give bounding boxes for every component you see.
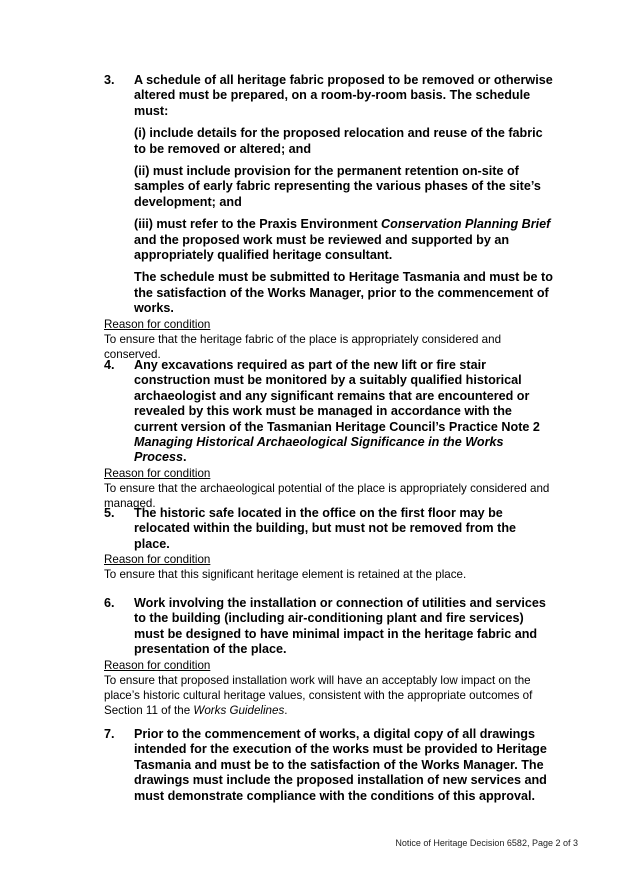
condition-3: [104, 73, 554, 362]
condition-number: 7.: [104, 727, 115, 741]
condition-paragraph: Any excavations required as part of the new lift or fire stair construction must be monitored by a suitably qualified historical archaeologist and any significant remains that are encountered or revealed by this work must be managed in accordance with the current version of the Tasmanian Heritage Council’s Practice Note 2 Managing Historical Archaeological Significance in the Works Process.: [134, 358, 540, 465]
condition-paragraph: (iii) must refer to the Praxis Environment Conservation Planning Brief and the proposed work must be reviewed and supported by an appropriately qualified heritage consultant.: [134, 217, 551, 263]
condition-heading: [104, 506, 554, 552]
condition-paragraph: The historic safe located in the office on the first floor may be relocated within the building, but must not be removed from the place.: [134, 506, 517, 551]
condition-heading: [104, 727, 554, 804]
condition-number: 5.: [104, 506, 115, 520]
reason-text: To ensure that the heritage fabric of the place is appropriately considered and conserved.: [104, 332, 502, 361]
reason-label: Reason for condition: [104, 553, 211, 567]
reason-label: Reason for condition: [104, 466, 211, 480]
condition-text: [134, 506, 554, 552]
document-title: Managing Historical Archaeological Significance in the Works Process: [134, 435, 504, 465]
reason-text: To ensure that this significant heritage element is retained at the place.: [104, 568, 467, 582]
condition-number: 4.: [104, 358, 115, 372]
condition-number: 6.: [104, 596, 115, 610]
document-title: Works Guidelines: [193, 703, 285, 717]
condition-paragraph: The schedule must be submitted to Heritage Tasmania and must be to the satisfaction of the Works Manager, prior to the commencement of works.: [134, 270, 553, 316]
reason-text: To ensure that proposed installation work will have an acceptably low impact on the place’s historic cultural heritage values, consistent with the appropriate outcomes of Section 11 of the Works Guidelines.: [104, 673, 533, 717]
condition-7: [104, 727, 554, 804]
condition-paragraph: (i) include details for the proposed relocation and reuse of the fabric to be removed or altered; and: [134, 126, 543, 156]
document-title: Conservation Planning Brief: [381, 217, 551, 232]
reason-text: To ensure that the archaeological potential of the place is appropriately considered and managed.: [104, 481, 550, 510]
condition-paragraph: (ii) must include provision for the permanent retention on-site of samples of early fabric representing the various phases of the site’s development; and: [134, 164, 541, 209]
condition-heading: [104, 596, 554, 658]
reason-label: Reason for condition: [104, 658, 211, 672]
condition-4: [104, 358, 554, 511]
condition-paragraph: Work involving the installation or connection of utilities and services to the building (including air-conditioning plant and fire services) must be designed to have minimal impact in the heritage fabric and presentation of the place.: [134, 596, 546, 657]
condition-text: [134, 358, 554, 466]
condition-6: [104, 596, 554, 718]
condition-heading: [104, 73, 554, 317]
condition-paragraph: Prior to the commencement of works, a digital copy of all drawings intended for the execution of the works must be provided to Heritage Tasmania and must be to the satisfaction of the Works Manager. The drawings must include the proposed installation of new services and must demonstrate compliance with the conditions of this approval.: [134, 727, 547, 803]
condition-heading: [104, 358, 554, 466]
condition-number: 3.: [104, 73, 115, 87]
condition-paragraph: A schedule of all heritage fabric proposed to be removed or otherwise altered must be prepared, on a room-by-room basis. The schedule must:: [134, 73, 553, 118]
page-footer: Notice of Heritage Decision 6582, Page 2 of 3: [395, 838, 578, 848]
condition-text: [134, 727, 554, 804]
condition-text: [134, 73, 554, 317]
reason-label: Reason for condition: [104, 317, 211, 331]
condition-text: [134, 596, 554, 658]
condition-5: [104, 506, 554, 582]
